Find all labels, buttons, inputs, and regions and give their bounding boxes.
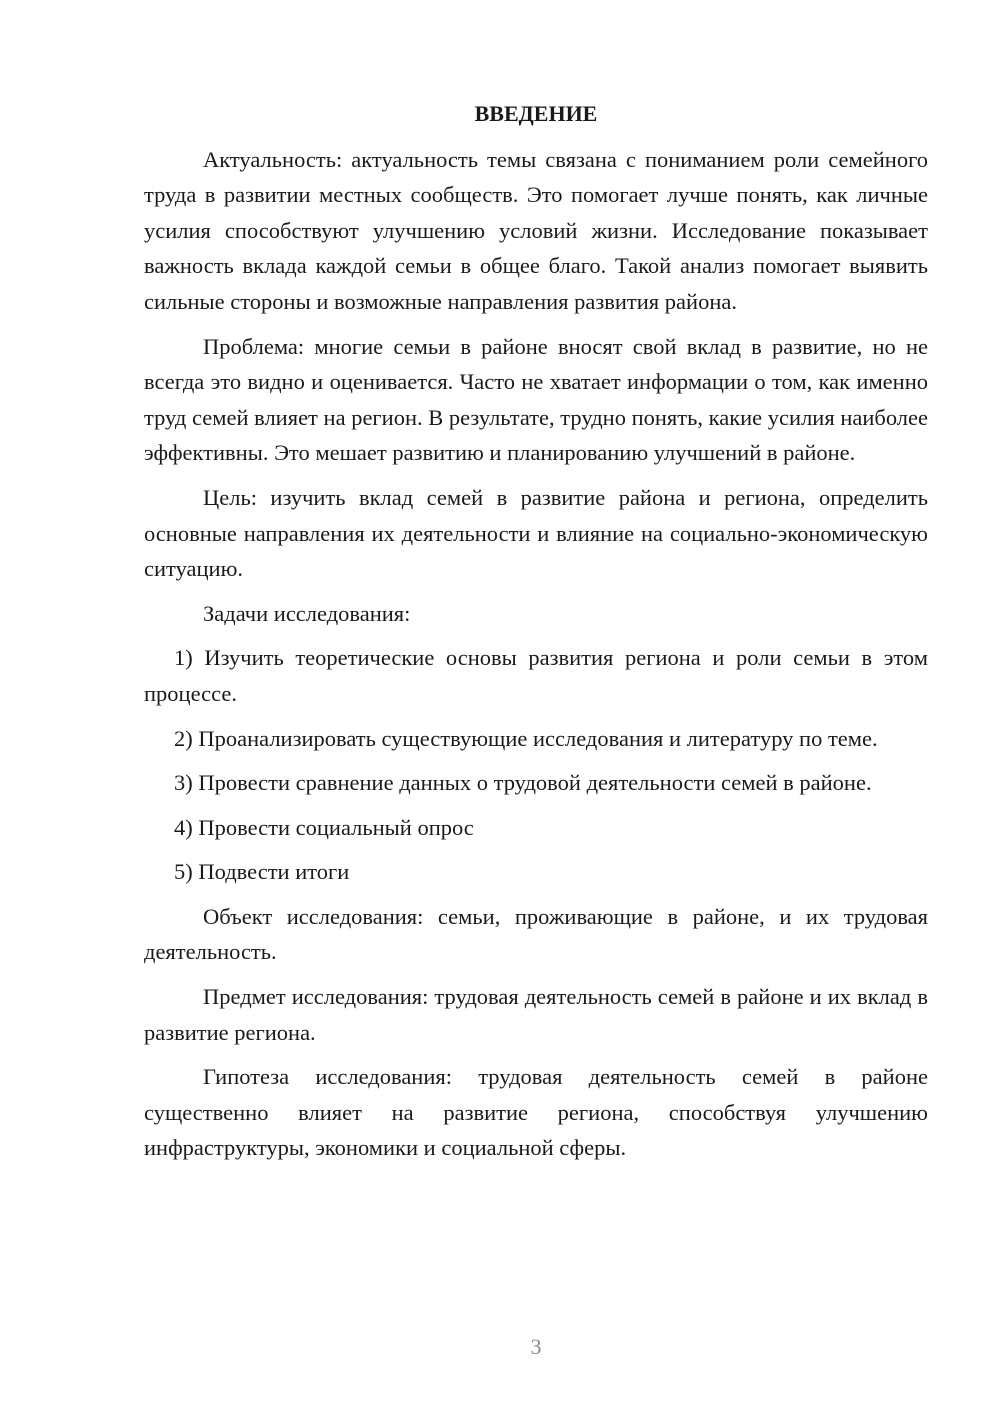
paragraph-relevance: Актуальность: актуальность темы связана с пониманием роли семейного труда в развитии местных сообществ. Это помогает лучше понять, как личные усилия способствуют улучшению условий жизни. Исследование показывает важность вклада каждой семьи в общее благо. Такой анализ помогает выявить сильные стороны и возможные направления развития района.	[144, 146, 928, 314]
task-item-3: 3) Провести сравнение данных о трудовой деятельности семей в районе.	[174, 770, 872, 796]
paragraph-goal: Цель: изучить вклад семей в развитие района и региона, определить основные направления их деятельности и влияние на социально-экономическую ситуацию.	[144, 484, 928, 582]
task-item-5: 5) Подвести итоги	[174, 859, 350, 885]
paragraph-hypothesis: Гипотеза исследования: трудовая деятельность семей в районе существенно влияет на развитие региона, способствуя улучшению инфраструктуры, экономики и социальной сферы.	[144, 1064, 928, 1161]
paragraph-object: Объект исследования: семьи, проживающие в районе, и их трудовая деятельность.	[144, 903, 928, 965]
task-item-2: 2) Проанализировать существующие исследования и литературу по теме.	[174, 725, 878, 751]
task-item-1: 1) Изучить теоретические основы развития региона и роли семьи в этом процессе.	[144, 645, 928, 706]
page-content	[144, 96, 928, 1175]
page-title: ВВЕДЕНИЕ	[474, 101, 598, 126]
page-number: 3	[530, 1334, 542, 1359]
task-item-4: 4) Провести социальный опрос	[174, 814, 474, 840]
tasks-heading: Задачи исследования:	[203, 600, 411, 626]
paragraph-subject: Предмет исследования: трудовая деятельность семей в районе и их вклад в развитие региона.	[144, 984, 928, 1045]
paragraph-problem: Проблема: многие семьи в районе вносят свой вклад в развитие, но не всегда это видно и оценивается. Часто не хватает информации о том, как именно труд семей влияет на регион. В результате, трудно понять, какие усилия наиболее эффективны. Это мешает развитию и планированию улучшений в районе.	[144, 333, 928, 466]
